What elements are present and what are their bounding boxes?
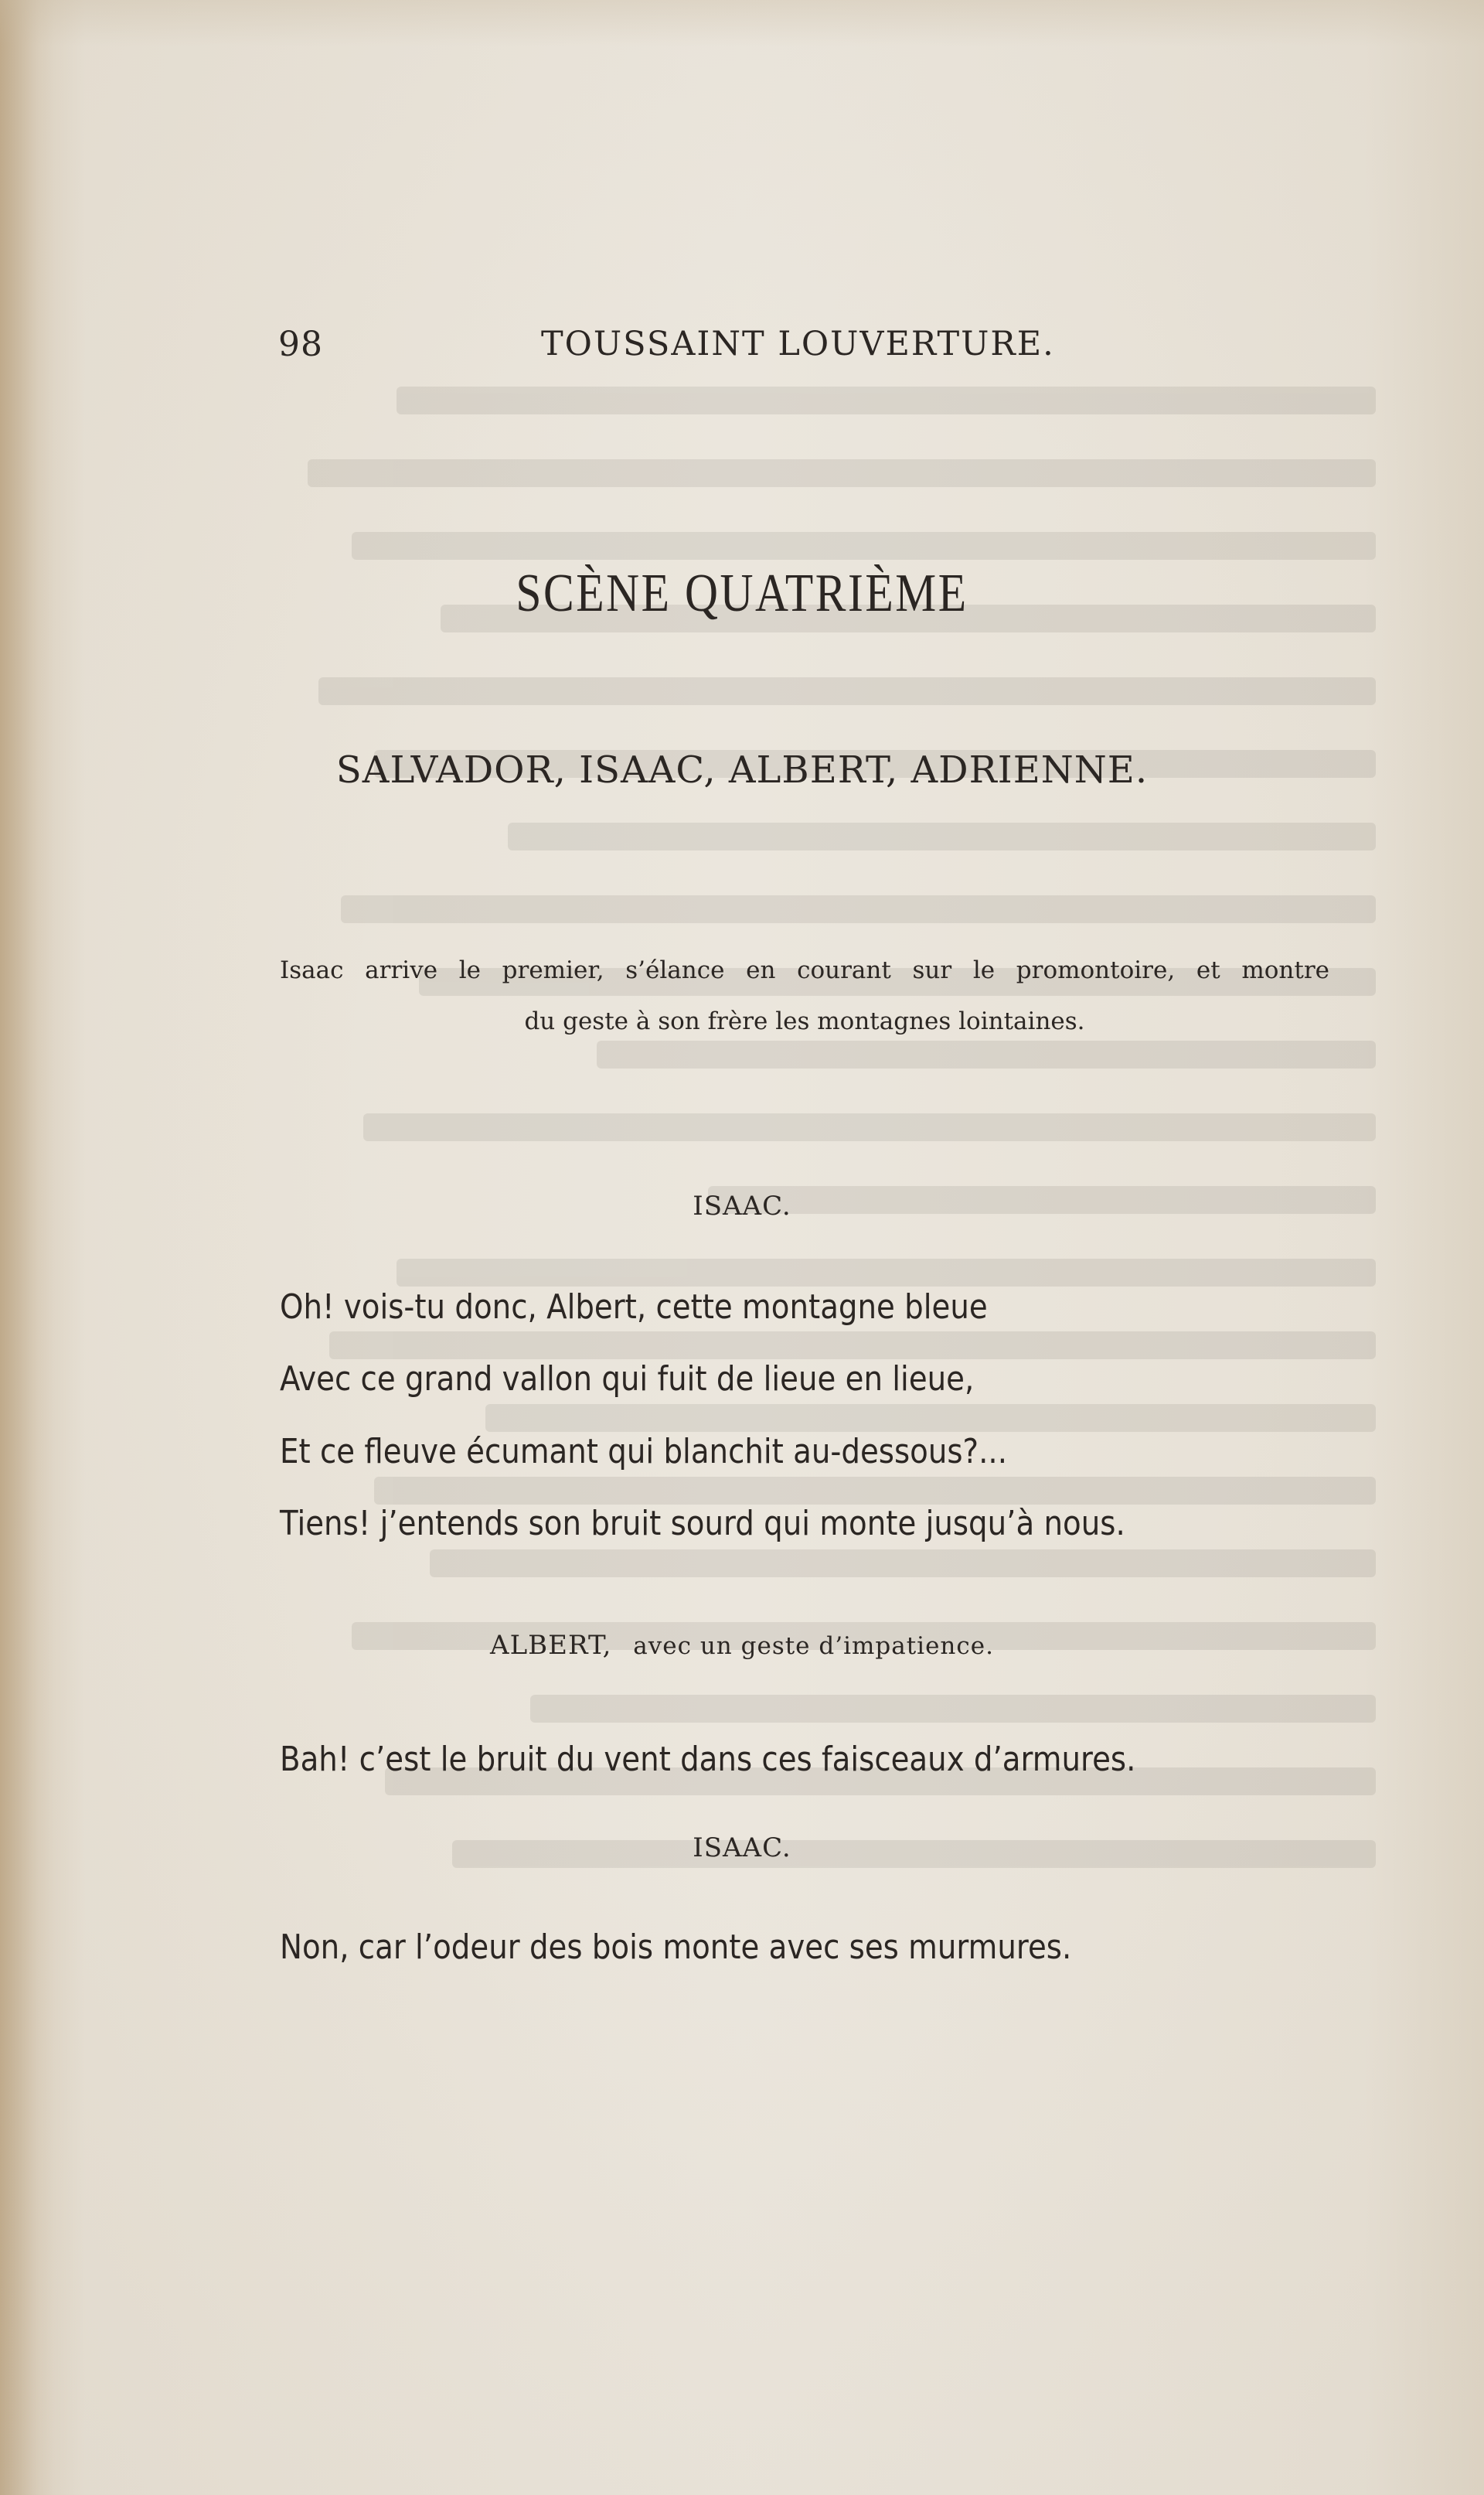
page-edge-stain: [0, 0, 54, 2495]
verse-line: Bah! c’est le bruit du vent dans ces faisceaux d’armures.: [280, 1740, 1136, 1779]
verse-line: Tiens! j’entends son bruit sourd qui monte jusqu’à nous.: [280, 1504, 1125, 1543]
page-top-stain: [0, 0, 1484, 46]
speaker-name: ISAAC.: [693, 1191, 791, 1222]
speaker-heading: [0, 1630, 1484, 1661]
verse-line: Et ce fleuve écumant qui blanchit au-dessous?...: [280, 1432, 1008, 1471]
page-header: [0, 325, 1484, 371]
stage-direction-line: du geste à son frère les montagnes lointaines.: [524, 1007, 1085, 1035]
verse-line: Non, car l’odeur des bois monte avec ses murmures.: [280, 1927, 1072, 1967]
verse-line: Avec ce grand vallon qui fuit de lieue en lieue,: [280, 1359, 975, 1399]
speaker-name: ISAAC.: [693, 1832, 791, 1863]
running-title: TOUSSAINT LOUVERTURE.: [541, 325, 1055, 363]
character-list: SALVADOR, ISAAC, ALBERT, ADRIENNE.: [335, 748, 1149, 792]
stage-direction-line: Isaac arrive le premier, s’élance en courant sur le promontoire, et montre: [280, 956, 1329, 984]
verse-line: Oh! vois-tu donc, Albert, cette montagne bleue: [280, 1287, 988, 1327]
speaker-stage-note: avec un geste d’impatience.: [633, 1632, 994, 1660]
stage-direction: [280, 945, 1329, 1047]
scene-title: SCÈNE QUATRIÈME: [516, 564, 968, 623]
speaker-name: ALBERT,: [490, 1630, 612, 1661]
page-number: 98: [278, 325, 323, 364]
